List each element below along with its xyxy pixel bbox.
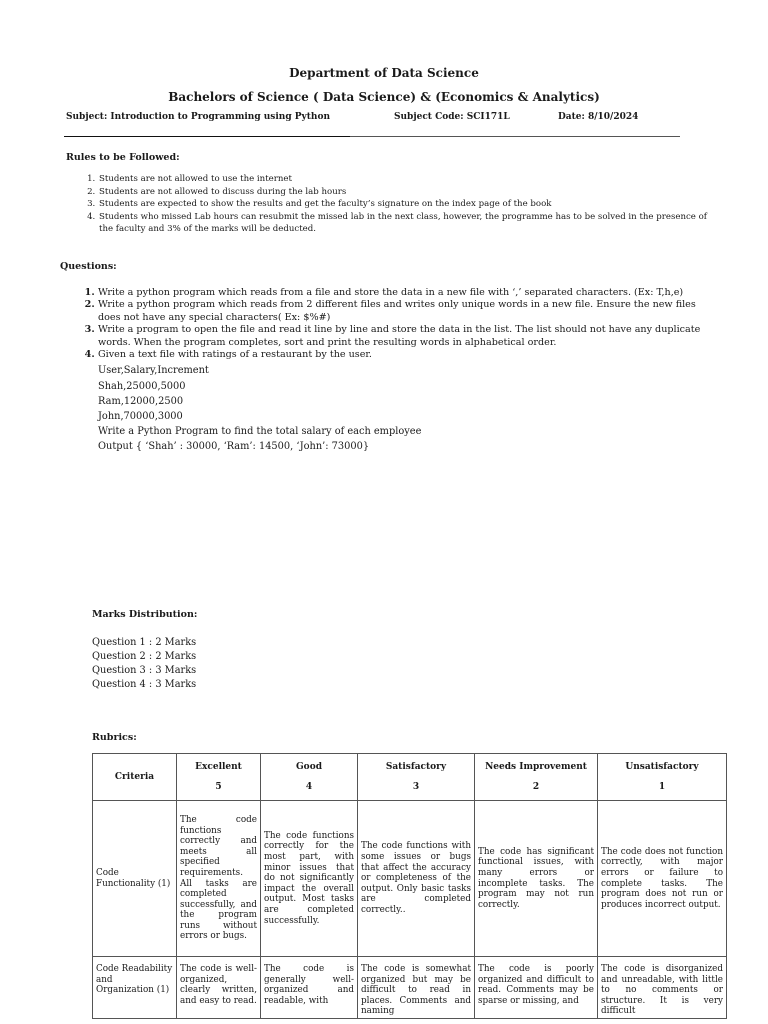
example-output: Output { ‘Shah’ : 30000, ‘Ram’: 14500, ‘John’: 73000} xyxy=(98,441,370,453)
rule-item: 1. Students are not allowed to use the internet xyxy=(98,173,710,186)
level-header: Needs Improvement 2 xyxy=(475,754,598,801)
example-line: Ram,12000,2500 xyxy=(98,395,184,407)
level-header: Satisfactory 3 xyxy=(358,754,475,801)
marks-item: Question 2 : 2 Marks xyxy=(92,651,197,662)
rule-item: 2. Students are not allowed to discuss during the lab hours xyxy=(98,186,710,199)
subject-name: Subject: Introduction to Programming using Python xyxy=(66,112,330,122)
rule-item: 3. Students are expected to show the results and get the faculty’s signature on the index page of the book xyxy=(98,198,710,211)
question-item: 2. Write a python program which reads from 2 different files and writes only unique words in a new file. Ensure the new files does not have any special characters( Ex: $%#) xyxy=(98,299,720,324)
level-header: Excellent 5 xyxy=(177,754,261,801)
rule-item: 4. Students who missed Lab hours can resubmit the missed lab in the next class, however, the programme has to be solved in the presence of the faculty and 3% of the marks will be deducted. xyxy=(98,211,710,236)
header-divider-accent xyxy=(64,136,350,137)
example-line: User,Salary,Increment xyxy=(98,365,209,377)
table-row xyxy=(93,957,727,1019)
rubrics-header-row xyxy=(93,754,727,801)
marks-item: Question 4 : 3 Marks xyxy=(92,679,197,690)
rubric-cell: The code is poorly organized and difficult to read. Comments may be sparse or missing, and xyxy=(475,957,598,1019)
rubric-cell: The code is disorganized and unreadable, with little to no comments or structure. It is very difficult xyxy=(598,957,727,1019)
rubric-cell: The code is somewhat organized but may be difficult to read in places. Comments and naming xyxy=(358,957,475,1019)
rubric-cell: The code does not function correctly, with major errors or failure to complete tasks. The program does not run or produces incorrect output. xyxy=(598,801,727,957)
rubric-cell: The code functions correctly for the most part, with minor issues that do not significantly impact the overall output. Most tasks are completed successfully. xyxy=(261,801,358,957)
example-line: Shah,25000,5000 xyxy=(98,380,186,392)
criterion-cell: Code Readability and Organization (1) xyxy=(93,957,177,1019)
question-item xyxy=(98,349,720,455)
level-header: Good 4 xyxy=(261,754,358,801)
program-title: Bachelors of Science ( Data Science) & (Economics & Analytics) xyxy=(168,90,600,104)
question-item: 3. Write a program to open the file and read it line by line and store the data in the list. The list should not have any duplicate words. When the program completes, sort and print the resulting words in alphabetical order. xyxy=(98,324,720,349)
rubric-cell: The code functions with some issues or bugs that affect the accuracy or completeness of the output. Only basic tasks are completed correctly.. xyxy=(358,801,475,957)
rubrics-heading: Rubrics: xyxy=(92,732,137,743)
rubric-cell: The code is generally well-organized and readable, with xyxy=(261,957,358,1019)
rubrics-table xyxy=(92,753,727,1019)
table-row xyxy=(93,801,727,957)
marks-item: Question 1 : 2 Marks xyxy=(92,637,197,648)
subject-code: Subject Code: SCI171L xyxy=(394,112,510,122)
department-title: Department of Data Science xyxy=(289,66,479,80)
question-item: 1. Write a python program which reads from a file and store the data in a new file with ‘,’ separated characters. (Ex: T,h,e) xyxy=(98,287,720,299)
questions-heading: Questions: xyxy=(60,261,117,272)
level-header: Unsatisfactory 1 xyxy=(598,754,727,801)
exam-date: Date: 8/10/2024 xyxy=(558,112,639,122)
questions-list xyxy=(80,287,720,455)
rules-heading: Rules to be Followed: xyxy=(66,152,180,163)
example-line: John,70000,3000 xyxy=(98,411,183,423)
rubric-cell: The code functions correctly and meets all specified requirements. All tasks are completed successfully, and the program runs without errors or bugs. xyxy=(177,801,261,957)
question-text: 4. Given a text file with ratings of a restaurant by the user. xyxy=(98,349,372,361)
marks-item: Question 3 : 3 Marks xyxy=(92,665,197,676)
example-line: Write a Python Program to find the total salary of each employee xyxy=(98,426,422,438)
rubric-cell: The code has significant functional issues, with many errors or incomplete tasks. The program may not run correctly. xyxy=(475,801,598,957)
rubric-cell: The code is well-organized, clearly written, and easy to read. xyxy=(177,957,261,1019)
criteria-header: Criteria xyxy=(93,754,177,801)
marks-heading: Marks Distribution: xyxy=(92,609,198,620)
rules-list xyxy=(80,173,710,236)
criterion-cell: Code Functionality (1) xyxy=(93,801,177,957)
